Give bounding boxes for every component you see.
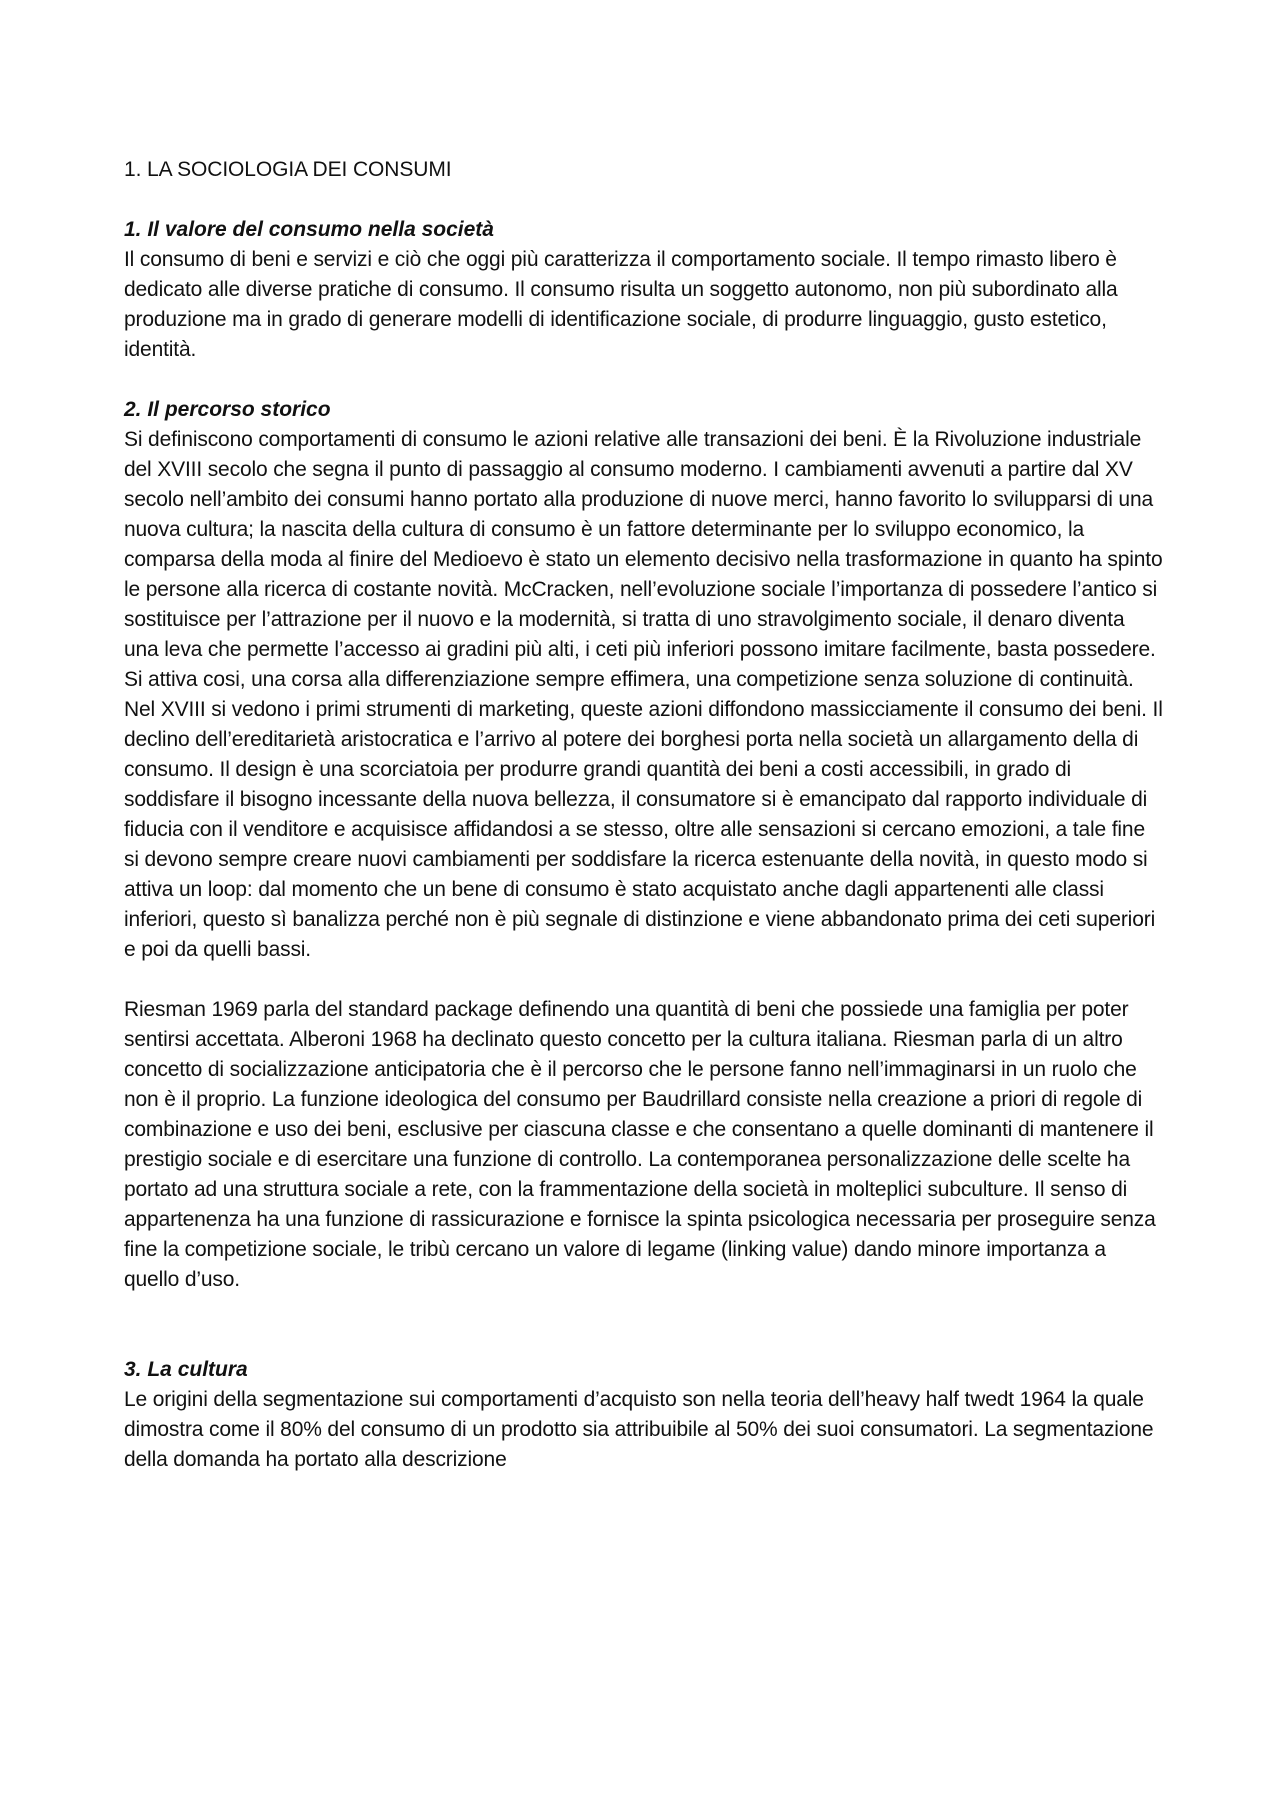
paragraph: Le origini della segmentazione sui comportamenti d’acquisto son nella teoria dell’heavy half twedt 1964 la quale dimostra come il 80% del consumo di un prodotto sia attribuibile al 50% dei suoi consumatori. La segmentazione della domanda ha portato alla descrizione: [124, 1388, 1154, 1471]
spacer: [124, 965, 1164, 995]
section-percorso-storico: [124, 395, 1164, 1295]
paragraph: Si definiscono comportamenti di consumo le azioni relative alle transazioni dei beni. È la Rivoluzione industriale del XVIII secolo che segna il punto di passaggio al consumo moderno. I cambiamenti avvenuti a partire dal XV secolo nell’ambito dei consumi hanno portato alla produzione di nuove merci, hanno favorito lo svilupparsi di una nuova cultura; la nascita della cultura di consumo è un fattore determinante per lo sviluppo economico, la comparsa della moda al finire del Medioevo è stato un elemento decisivo nella trasformazione in quanto ha spinto le persone alla ricerca di costante novità. McCracken, nell’evoluzione sociale l’importanza di possedere l’antico si sostituisce per l’attrazione per il nuovo e la modernità, si tratta di uno stravolgimento sociale, il denaro diventa una leva che permette l’accesso ai gradini più alti, i ceti più inferiori possono imitare facilmente, basta possedere. Si attiva cosi, una corsa alla differenziazione sempre effimera, una competizione senza soluzione di continuità. Nel XVIII si vedono i primi strumenti di marketing, queste azioni diffondono massicciamente il consumo dei beni. Il declino dell’ereditarietà aristocratica e l’arrivo al potere dei borghesi porta nella società un allargamento della di consumo. Il design è una scorciatoia per produrre grandi quantità dei beni a costi accessibili, in grado di soddisfare il bisogno incessante della nuova bellezza, il consumatore si è emancipato dal rapporto individuale di fiducia con il venditore e acquisisce affidandosi a se stesso, oltre alle sensazioni si cercano emozioni, a tale fine si devono sempre creare nuovi cambiamenti per soddisfare la ricerca estenuante della novità, in questo modo si attiva un loop: dal momento che un bene di consumo è stato acquistato anche dagli appartenenti alle classi inferiori, questo sì banalizza perché non è più segnale di distinzione e viene abbandonato prima dei ceti superiori e poi da quelli bassi.: [124, 428, 1163, 961]
paragraph: Il consumo di beni e servizi e ciò che oggi più caratterizza il comportamento sociale. Il tempo rimasto libero è dedicato alle diverse pratiche di consumo. Il consumo risulta un soggetto autonomo, non più subordinato alla produzione ma in grado di generare modelli di identificazione sociale, di produrre linguaggio, gusto estetico, identità.: [124, 248, 1118, 361]
paragraph: Riesman 1969 parla del standard package definendo una quantità di beni che possiede una famiglia per poter sentirsi accettata. Alberoni 1968 ha declinato questo concetto per la cultura italiana. Riesman parla di un altro concetto di socializzazione anticipatoria che è il percorso che le persone fanno nell’immaginarsi in un ruolo che non è il proprio. La funzione ideologica del consumo per Baudrillard consiste nella creazione a priori di regole di combinazione e uso dei beni, esclusive per ciascuna classe e che consentano a quelle dominanti di mantenere il prestigio sociale e di esercitare una funzione di controllo. La contemporanea personalizzazione delle scelte ha portato ad una struttura sociale a rete, con la frammentazione della società in molteplici subculture. Il senso di appartenenza ha una funzione di rassicurazione e fornisce la spinta psicologica necessaria per proseguire senza fine la competizione sociale, le tribù cercano un valore di legame (linking value) dando minore importanza a quello d’uso.: [124, 998, 1156, 1291]
section-heading: 2. Il percorso storico: [124, 398, 331, 421]
spacer: [124, 1295, 1164, 1355]
section-cultura: [124, 1355, 1164, 1475]
document-page: [124, 155, 1164, 1475]
section-valore-consumo: [124, 215, 1164, 365]
document-title: 1. LA SOCIOLOGIA DEI CONSUMI: [124, 158, 452, 181]
spacer: [124, 365, 1164, 395]
section-heading: 3. La cultura: [124, 1358, 248, 1381]
section-heading: 1. Il valore del consumo nella società: [124, 218, 494, 241]
